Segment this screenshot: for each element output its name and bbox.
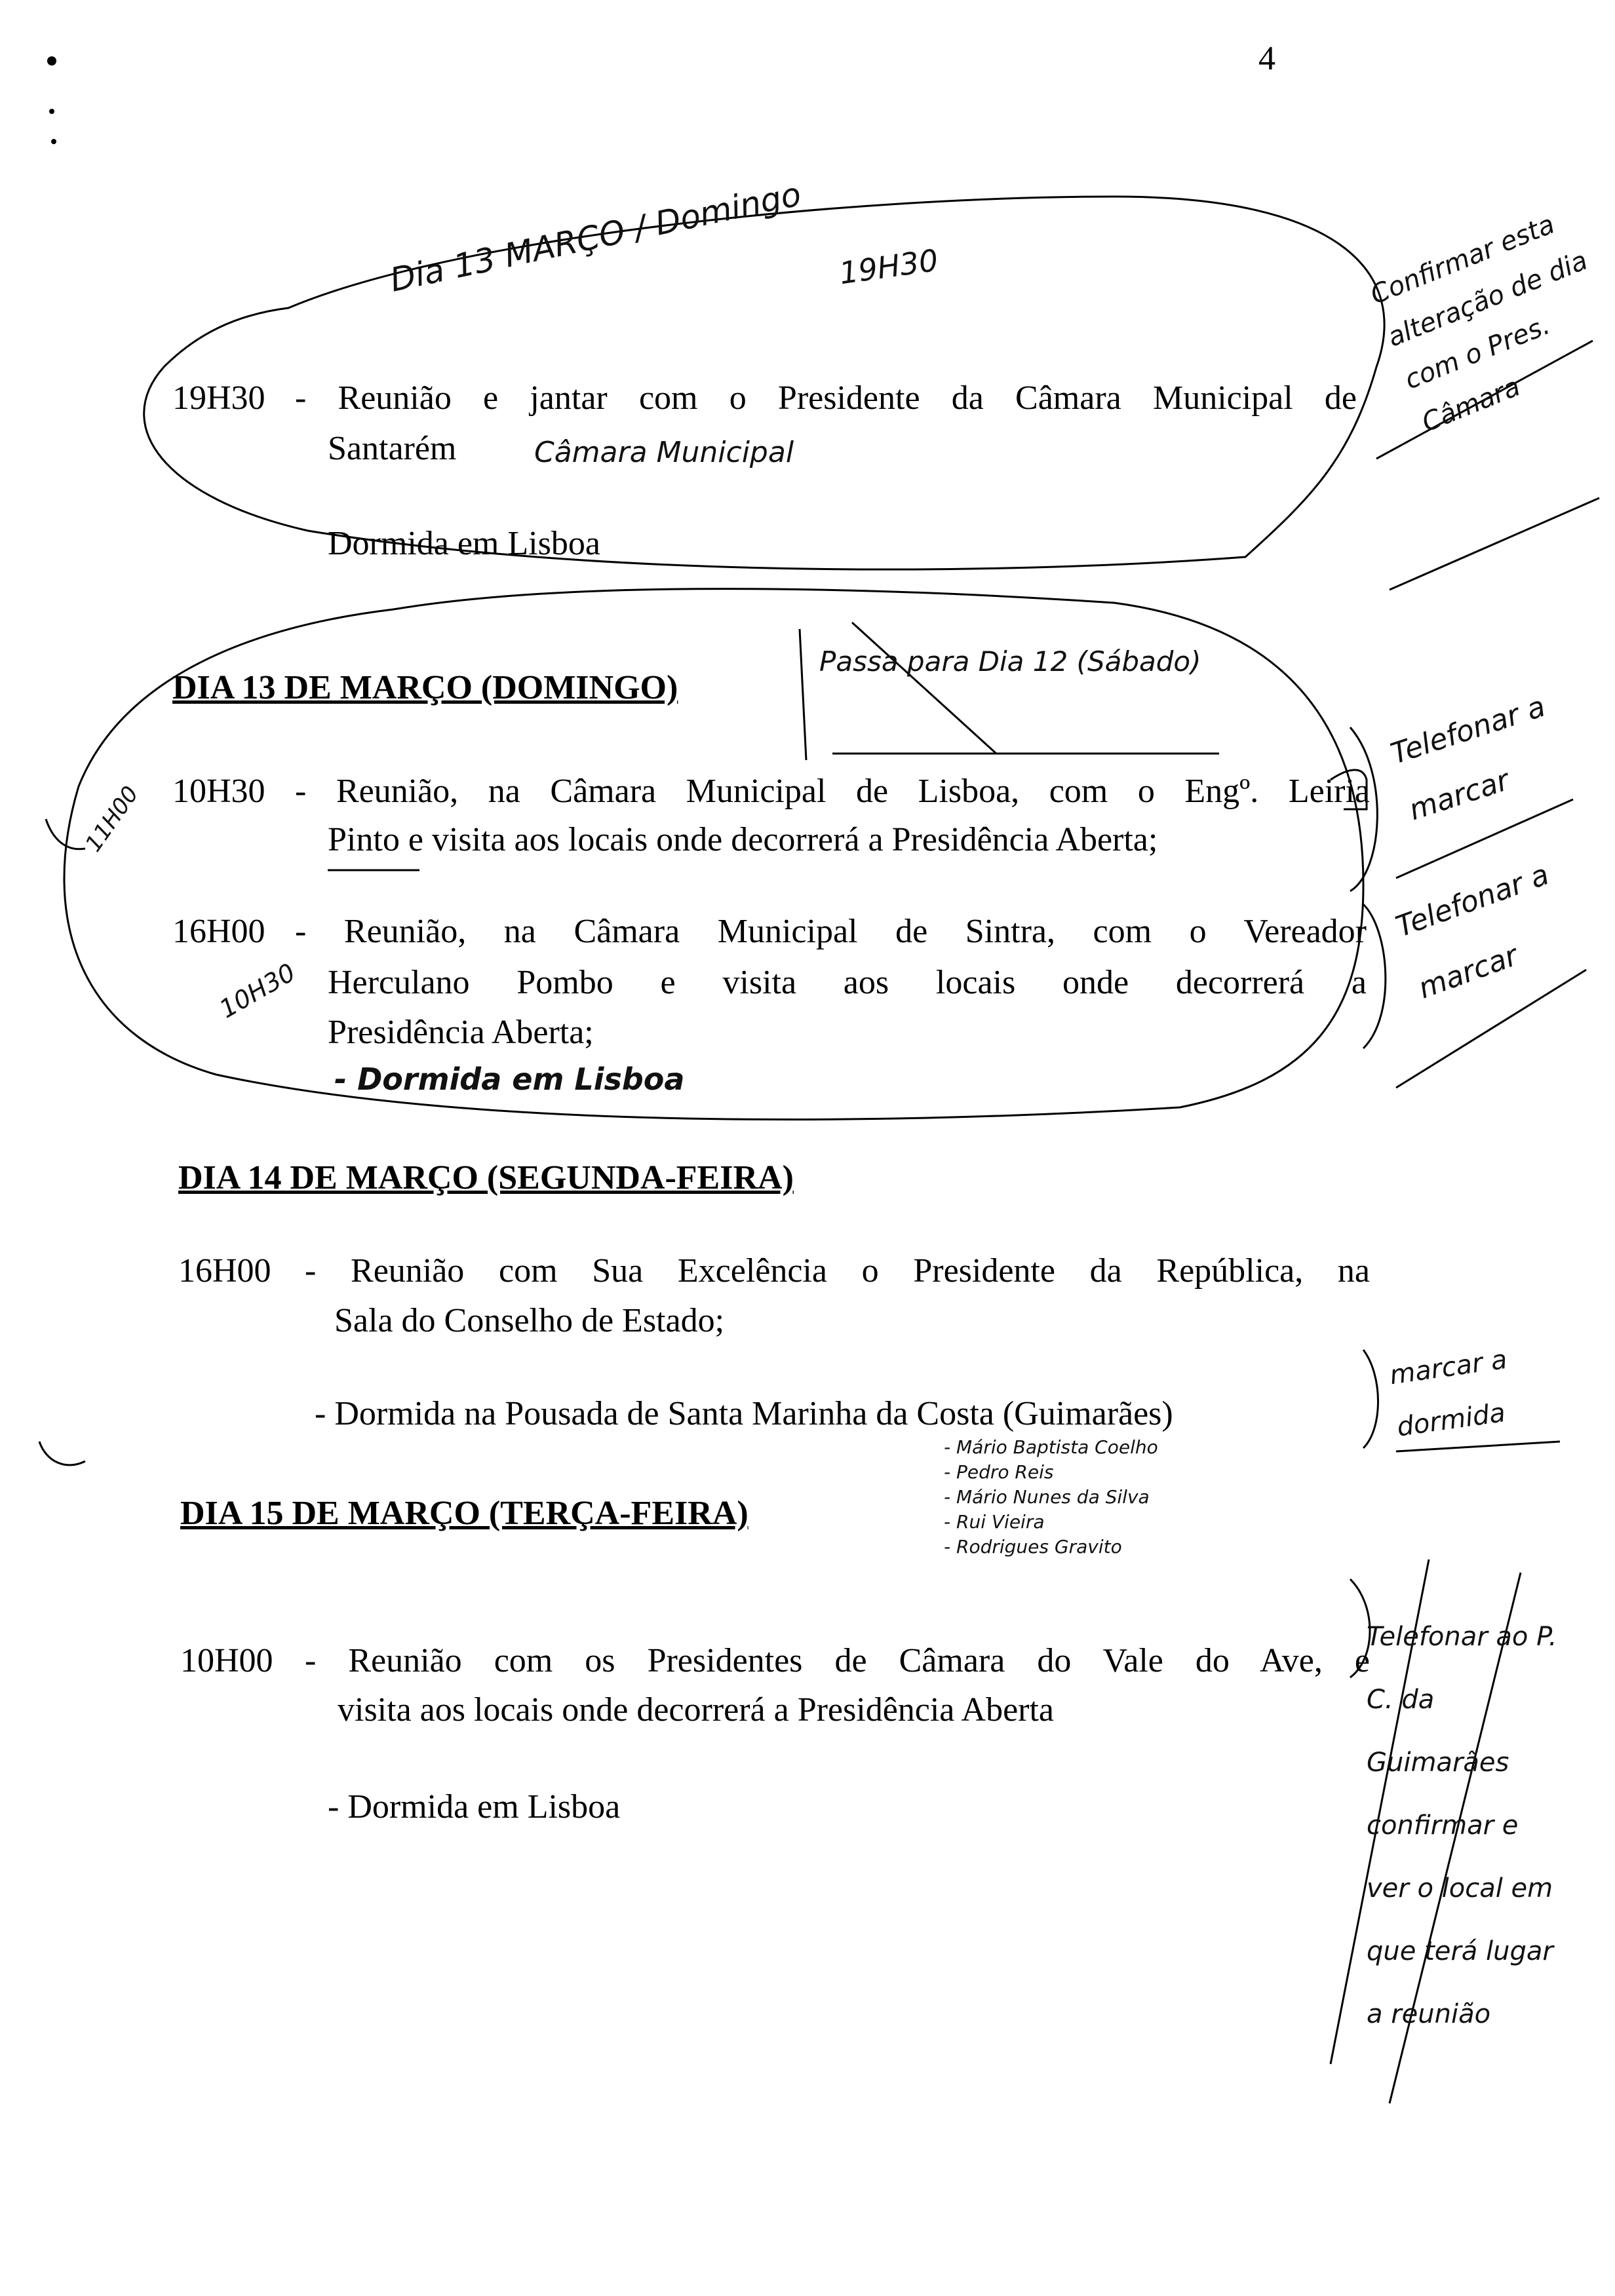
agenda-text: Pinto e visita aos locais onde decorrerá a Presidência Aberta; xyxy=(328,821,1158,858)
handwritten-margin-note: Telefonar a marcar xyxy=(1386,689,1549,828)
agenda-text: Presidência Aberta; xyxy=(328,1014,594,1051)
handwritten-note: Câmara Municipal xyxy=(534,436,794,469)
agenda-text: Santarém xyxy=(328,430,457,467)
day-heading: DIA 15 DE MARÇO (TERÇA-FEIRA) xyxy=(180,1495,749,1532)
handwritten-names: - Rodrigues Gravito xyxy=(944,1536,1122,1558)
scan-dot xyxy=(47,56,56,66)
handwritten-margin-note: Telefonar ao P. C. da Guimarães confirmar e ver o local em que terá lugar a reunião xyxy=(1367,1622,1557,2029)
agenda-text: Herculano Pombo e visita aos locais onde decorrerá a xyxy=(328,964,1367,1001)
handwritten-margin-note: Confirmar esta alteração de dia com o Pres. Câmara xyxy=(1366,209,1592,438)
time-label: 16H00 xyxy=(178,1252,271,1290)
agenda-text: - Reunião com os Presidentes de Câmara do Vale do Ave, e xyxy=(305,1642,1370,1679)
handwritten-time: 10H30 xyxy=(214,957,300,1024)
time-label: 19H30 xyxy=(172,379,265,417)
day-heading: DIA 14 DE MARÇO (SEGUNDA-FEIRA) xyxy=(178,1159,794,1196)
handwritten-note: Passa para Dia 12 (Sábado) xyxy=(819,645,1201,678)
handwritten-margin-note: marcar a dormida xyxy=(1388,1344,1509,1443)
scan-dot xyxy=(51,139,56,144)
handwritten-time: 19H30 xyxy=(836,242,941,292)
agenda-text: - Reunião, na Câmara Municipal de Lisboa, com o Engº. Leiria xyxy=(295,773,1370,810)
agenda-text: - Reunião com Sua Excelência o Presidente da República, na xyxy=(305,1252,1370,1290)
time-label: 16H00 xyxy=(172,913,265,950)
left-mark-2 xyxy=(39,1442,85,1465)
time-label: 10H00 xyxy=(180,1642,273,1679)
handwritten-names: - Mário Nunes da Silva xyxy=(944,1486,1150,1508)
agenda-text: - Reunião e jantar com o Presidente da Câmara Municipal de xyxy=(295,379,1357,417)
stay-text: - Dormida em Lisboa xyxy=(328,1788,621,1826)
stay-text: - Dormida na Pousada de Santa Marinha da Costa (Guimarães) xyxy=(315,1395,1173,1432)
handwritten-note: - Dormida em Lisboa xyxy=(334,1062,685,1097)
handwritten-names: - Pedro Reis xyxy=(944,1461,1054,1483)
day-heading: DIA 13 DE MARÇO (DOMINGO) xyxy=(172,669,678,706)
agenda-text: Sala do Conselho de Estado; xyxy=(334,1302,725,1339)
agenda-text: - Reunião, na Câmara Municipal de Sintra, com o Vereador xyxy=(295,913,1367,950)
left-mark-1 xyxy=(46,819,85,849)
handwritten-names: - Mário Baptista Coelho xyxy=(944,1436,1158,1458)
handwritten-margin-note: Telefonar a marcar xyxy=(1391,858,1554,1006)
handwritten-time: 11H00 xyxy=(80,781,144,857)
stay-text: Dormida em Lisboa xyxy=(328,525,600,562)
page-number: 4 xyxy=(1258,40,1275,77)
time-label: 10H30 xyxy=(172,773,265,810)
handwritten-names: - Rui Vieira xyxy=(944,1511,1045,1533)
scan-dot xyxy=(49,109,54,114)
handwritten-date: Dia 13 MARÇO / Domingo xyxy=(387,175,805,299)
agenda-text: visita aos locais onde decorrerá a Presidência Aberta xyxy=(338,1691,1054,1729)
